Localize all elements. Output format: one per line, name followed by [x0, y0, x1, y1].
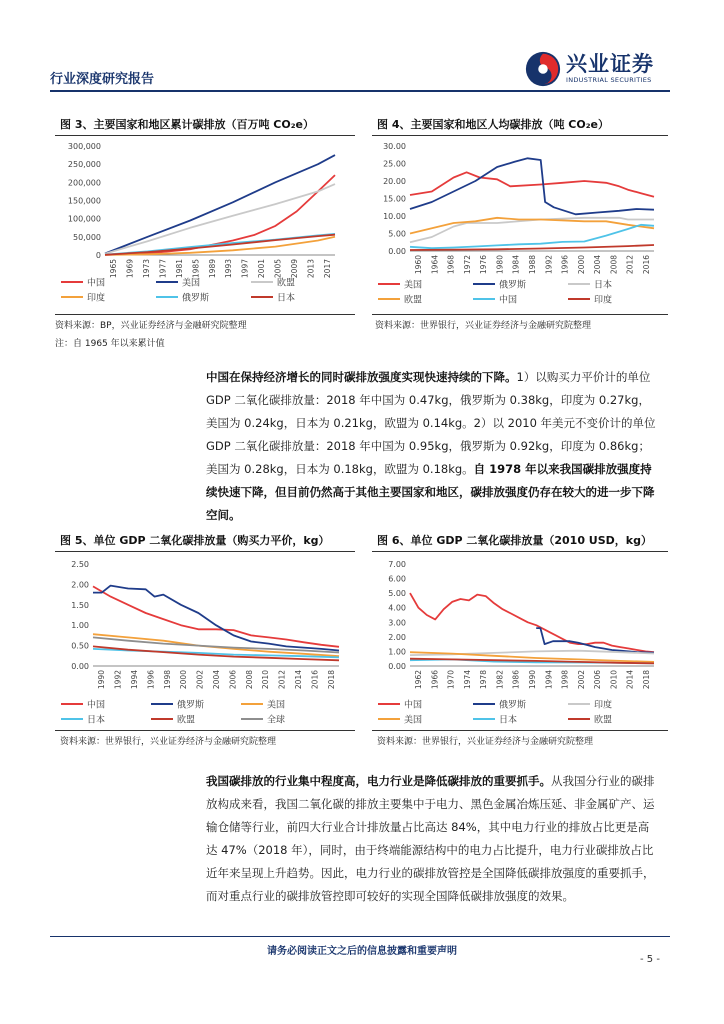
- fig6-y-tick-label: 0.00: [388, 662, 406, 671]
- fig5-y-tick-label: 2.50: [71, 560, 89, 569]
- fig4-series-2: [410, 218, 654, 243]
- fig5-legend-label: 中国: [87, 700, 106, 711]
- fig6-x-tick-label: 2006: [593, 670, 603, 690]
- fig6-y-tick-label: 3.00: [388, 618, 406, 628]
- fig3-legend-label: 俄罗斯: [182, 293, 210, 304]
- fig5-y-tick-label: 0.50: [71, 641, 89, 651]
- fig6-x-tick-label: 1998: [560, 670, 570, 690]
- fig6-y-tick-label: 2.00: [388, 632, 406, 642]
- paragraph-2: [206, 770, 656, 908]
- fig4-x-tick-label: 2004: [593, 255, 603, 275]
- logo-text-cn: 兴业证券: [566, 52, 654, 76]
- fig3-bottom-rule: [55, 314, 355, 315]
- fig4-legend-label: 印度: [594, 295, 613, 306]
- fig6-x-tick-label: 1974: [462, 670, 472, 690]
- fig5-x-tick-label: 2002: [195, 670, 205, 690]
- fig5-x-tick-label: 2004: [212, 670, 221, 690]
- fig6-x-tick-label: 2014: [625, 670, 635, 690]
- fig5-x-tick-label: 2014: [294, 670, 303, 690]
- fig4-x-tick-label: 1960: [414, 255, 424, 275]
- fig3-chart: [55, 138, 355, 313]
- paragraph-1: [206, 366, 656, 527]
- fig6-x-tick-label: 1978: [479, 670, 489, 690]
- fig3-y-tick-label: 100,000: [67, 214, 101, 224]
- fig6-x-tick-label: 1994: [544, 670, 554, 690]
- fig3-note: 注：自 1965 年以来累计值: [55, 339, 165, 349]
- fig5-x-tick-label: 2000: [179, 670, 189, 690]
- header-divider: [50, 90, 670, 92]
- fig4-legend-label: 欧盟: [404, 295, 423, 306]
- fig5-legend-label: 全球: [267, 715, 286, 726]
- fig4-x-tick-label: 1992: [544, 255, 554, 275]
- fig5-y-tick-label: 1.00: [71, 621, 89, 631]
- fig6-source: 资料来源：世界银行，兴业证券经济与金融研究院整理: [377, 737, 594, 747]
- fig3-y-tick-label: 300,000: [67, 142, 101, 151]
- fig4-legend-label: 美国: [404, 280, 423, 291]
- paragraph-2-body: 从我国分行业的碳排放构成来看，我国二氧化碳的排放主要集中于电力、黑色金属冶炼压延、非金属矿产、运输仓储等行业，前四大行业合计排放量占比高达 84%，其中电力行业的排放占比更是高达 47%（2018 年），同时，由于终端能源结构中的电力占比提升，电力行业碳排放占比近年来呈现上升趋势。因此，电力行业的碳排放管控是全国降低碳排放强度的重要抓手，而对重点行业的碳排放管控即可较好的实现全国降低碳排放强度的效果。: [206, 774, 655, 903]
- fig6-title: 图 6、单位 GDP 二氧化碳排放量（2010 USD，kg）: [377, 534, 652, 547]
- fig3-legend-label: 日本: [277, 293, 296, 304]
- fig3-source: 资料来源：BP，兴业证券经济与金融研究院整理: [55, 321, 247, 331]
- fig4-x-tick-label: 1980: [495, 255, 505, 275]
- fig4-x-tick-label: 1968: [446, 255, 456, 275]
- fig4-source: 资料来源：世界银行，兴业证券经济与金融研究院整理: [375, 321, 592, 331]
- fig6-bottom-rule: [372, 730, 668, 731]
- paragraph-1-lead: 中国在保持经济增长的同时碳排放强度实现快速持续的下降。: [206, 370, 517, 384]
- fig3-legend-label: 欧盟: [277, 278, 296, 289]
- fig6-x-tick-label: 1986: [511, 670, 521, 690]
- fig4-y-tick-label: 15.00: [383, 194, 406, 204]
- fig5-x-tick-label: 2010: [261, 670, 271, 690]
- page-number: - 5 -: [640, 954, 660, 965]
- fig3-x-tick-label: 2017: [322, 259, 332, 279]
- fig6-legend-label: 欧盟: [594, 715, 613, 726]
- fig6-y-tick-label: 4.00: [388, 603, 406, 613]
- fig5-bottom-rule: [55, 730, 355, 731]
- fig6-y-tick-label: 6.00: [388, 574, 406, 584]
- logo-text-en: INDUSTRIAL SECURITIES: [566, 76, 652, 84]
- fig6-series-0: [410, 593, 654, 652]
- fig3-x-tick-label: 1985: [191, 259, 201, 279]
- fig6-y-tick-label: 5.00: [388, 589, 406, 599]
- fig4-x-tick-label: 1984: [511, 255, 521, 275]
- fig4-y-tick-label: 5.00: [388, 229, 406, 239]
- fig3-legend-label: 中国: [87, 278, 106, 289]
- fig6-legend-label: 美国: [404, 715, 423, 726]
- fig6-legend-label: 日本: [499, 715, 518, 726]
- fig3-y-tick-label: 200,000: [67, 178, 101, 188]
- fig4-x-tick-label: 1976: [479, 255, 489, 275]
- fig6-legend-label: 俄罗斯: [499, 700, 527, 711]
- fig5-legend-label: 俄罗斯: [177, 700, 205, 711]
- fig3-legend-label: 印度: [87, 293, 106, 304]
- fig4-y-tick-label: 20.00: [383, 177, 406, 186]
- paragraph-2-lead: 我国碳排放的行业集中程度高，电力行业是降低碳排放的重要抓手。: [206, 774, 551, 788]
- footer-divider: [50, 936, 670, 937]
- fig3-y-tick-label: 150,000: [67, 196, 101, 206]
- fig4-y-tick-label: 30.00: [383, 142, 406, 151]
- fig6-top-rule: [372, 551, 668, 552]
- fig6-y-tick-label: 1.00: [388, 647, 406, 657]
- fig6-x-tick-label: 1962: [414, 670, 424, 690]
- fig5-legend-label: 美国: [267, 700, 286, 711]
- fig4-x-tick-label: 1988: [528, 255, 537, 275]
- fig5-x-tick-label: 1998: [162, 670, 172, 690]
- paragraph-1-body: 1）以购买力平价计的单位 GDP 二氧化碳排放量：2018 年中国为 0.47kg，俄罗斯为 0.38kg，印度为 0.27kg，美国为 0.24kg，日本为 0.21kg，欧盟为 0.14kg。2）以 2010 年美元不变价计的单位 GDP 二氧化碳排放量：2018 年中国为 0.95kg，俄罗斯为 0.92kg，印度为 0.86kg；美国为 0.28kg，日本为 0.18kg，欧盟为 0.18kg。: [206, 370, 656, 476]
- fig4-legend-label: 俄罗斯: [499, 280, 527, 291]
- fig3-top-rule: [55, 135, 355, 136]
- fig4-y-tick-label: 0.00: [388, 247, 406, 256]
- fig4-x-tick-label: 2000: [576, 255, 586, 275]
- fig6-x-tick-label: 2018: [641, 670, 651, 690]
- fig6-x-tick-label: 1990: [528, 670, 537, 690]
- fig4-x-tick-label: 2016: [641, 255, 651, 275]
- fig3-x-tick-label: 1969: [125, 259, 135, 279]
- fig3-x-tick-label: 1981: [174, 259, 184, 279]
- fig3-y-tick-label: 250,000: [67, 160, 101, 170]
- fig4-y-tick-label: 10.00: [383, 212, 406, 221]
- fig5-y-tick-label: 0.00: [71, 662, 89, 671]
- report-type: 行业深度研究报告: [50, 72, 155, 87]
- fig4-series-4: [410, 225, 654, 248]
- fig3-y-tick-label: 0: [95, 251, 101, 260]
- fig4-series-3: [410, 218, 654, 234]
- fig3-title: 图 3、主要国家和地区累计碳排放（百万吨 CO₂e）: [60, 118, 315, 131]
- fig5-y-tick-label: 1.50: [71, 600, 89, 610]
- fig6-x-tick-label: 1970: [446, 670, 456, 690]
- fig3-x-tick-label: 1997: [240, 259, 250, 279]
- fig5-x-tick-label: 2008: [244, 670, 254, 690]
- fig4-x-tick-label: 1996: [560, 255, 570, 275]
- fig3-y-tick-label: 50,000: [73, 232, 101, 242]
- fig5-x-tick-label: 2006: [228, 670, 238, 690]
- fig4-x-tick-label: 1964: [430, 255, 440, 275]
- fig5-title: 图 5、单位 GDP 二氧化碳排放量（购买力平价，kg）: [60, 534, 330, 547]
- fig3-x-tick-label: 1977: [158, 259, 168, 279]
- fig3-series-1: [105, 155, 335, 253]
- fig5-x-tick-label: 1996: [146, 670, 156, 690]
- fig5-y-tick-label: 2.00: [71, 580, 89, 590]
- logo-icon: [524, 50, 562, 88]
- fig4-legend-label: 日本: [594, 280, 613, 291]
- fig3-x-tick-label: 2001: [257, 259, 267, 279]
- fig6-x-tick-label: 1982: [495, 670, 505, 690]
- fig4-x-tick-label: 2008: [609, 254, 619, 275]
- fig4-top-rule: [372, 135, 668, 136]
- fig3-x-tick-label: 1993: [224, 259, 234, 279]
- fig3-legend-label: 美国: [182, 278, 201, 289]
- fig6-x-tick-label: 2002: [576, 670, 586, 690]
- disclaimer-link[interactable]: 请务必阅读正文之后的信息披露和重要声明: [267, 946, 457, 957]
- fig6-legend-label: 中国: [404, 700, 423, 711]
- fig6-series-1: [536, 628, 654, 653]
- fig4-x-tick-label: 2012: [625, 255, 635, 275]
- fig4-y-tick-label: 25.00: [383, 159, 406, 169]
- fig3-x-tick-label: 2009: [289, 259, 299, 279]
- fig6-y-tick-label: 7.00: [388, 560, 406, 569]
- fig5-x-tick-label: 1992: [113, 670, 123, 690]
- fig6-legend-label: 印度: [594, 700, 613, 711]
- fig4-chart: [372, 138, 668, 313]
- fig5-x-tick-label: 1994: [130, 670, 139, 690]
- fig3-x-tick-label: 1965: [109, 259, 119, 279]
- fig6-chart: [372, 554, 668, 729]
- fig5-x-tick-label: 2012: [277, 670, 287, 690]
- fig4-title: 图 4、主要国家和地区人均碳排放（吨 CO₂e）: [377, 118, 610, 131]
- fig5-source: 资料来源：世界银行，兴业证券经济与金融研究院整理: [60, 737, 277, 747]
- fig6-x-tick-label: 1966: [430, 670, 440, 690]
- fig3-x-tick-label: 2013: [306, 259, 316, 279]
- fig3-x-tick-label: 1973: [142, 259, 152, 279]
- fig5-x-tick-label: 1990: [97, 670, 107, 690]
- fig5-chart: [55, 554, 355, 729]
- fig4-series-0: [410, 172, 654, 196]
- paragraph-1-tail: 自 1978 年以来我国碳排放强度持续快速下降，但目前仍然高于其他主要国家和地区，碳排放强度仍存在较大的进一步下降空间。: [206, 462, 655, 522]
- fig4-legend-label: 中国: [499, 295, 518, 306]
- fig5-x-tick-label: 2018: [326, 670, 336, 690]
- fig3-x-tick-label: 2005: [273, 259, 283, 279]
- fig5-legend-label: 日本: [87, 715, 106, 726]
- fig5-legend-label: 欧盟: [177, 715, 196, 726]
- fig4-x-tick-label: 1972: [462, 255, 472, 275]
- fig4-bottom-rule: [372, 314, 668, 315]
- fig5-x-tick-label: 2016: [310, 670, 320, 690]
- fig5-top-rule: [55, 551, 355, 552]
- fig3-x-tick-label: 1989: [207, 259, 217, 279]
- fig6-x-tick-label: 2010: [609, 670, 619, 690]
